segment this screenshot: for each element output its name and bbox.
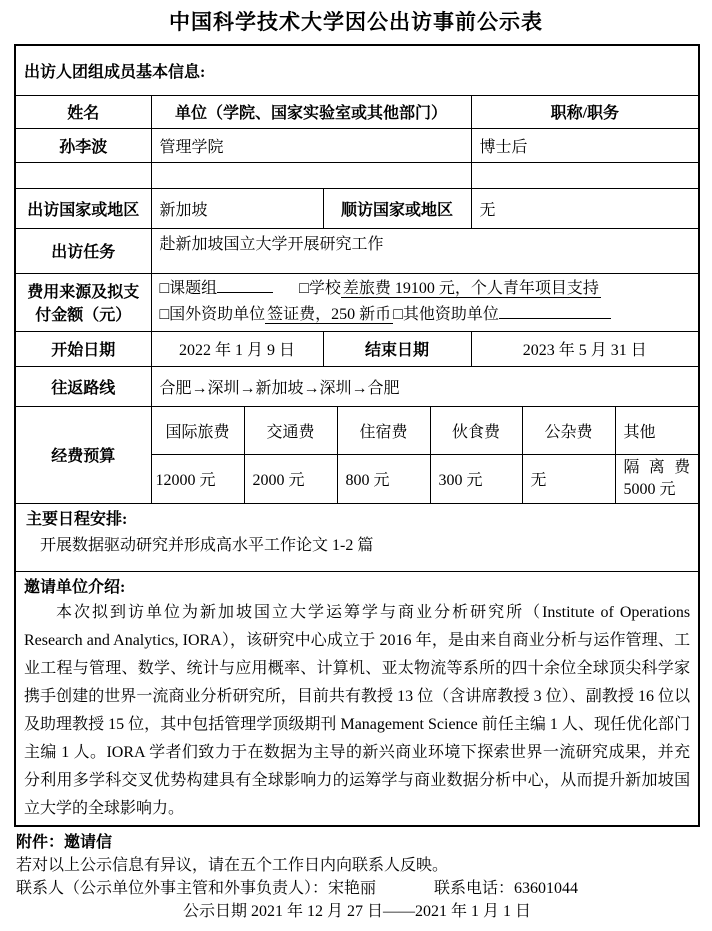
start-date-label: 开始日期	[15, 331, 151, 366]
budget-value-misc: 无	[522, 454, 615, 503]
row-invitation	[15, 571, 699, 826]
budget-value-lodging: 800 元	[337, 454, 430, 503]
funding-line-2	[160, 302, 691, 328]
footer	[14, 831, 698, 923]
funding-line-1	[160, 276, 691, 302]
funding-foreign-value: 签证费，250 新币	[267, 306, 392, 323]
basic-info-header: 出访人团组成员基本信息:	[15, 45, 699, 95]
row-task	[15, 228, 699, 273]
table-row-member-1	[15, 128, 699, 162]
row-member-header	[15, 95, 699, 128]
invitation-paragraph: 本次拟到访单位为新加坡国立大学运筹学与商业分析研究所（Institute of Operations Research and Analytics, IORA），该研究中心成立于 2016 年，是由来自商业分析与运作管理、工业工程与管理、数学、统计与应用概率、计算机、亚太物流等系所的四十余位全球顶尖科学家携手创建的世界一流商业分析研究所，目前共有教授 13 位（含讲席教授 3 位）、副教授 16 位以及助理教授 15 位，其中包括管理学顶级期刊 Management Science 前任主编 1 人、现任优化部门主编 1 人。IORA 学者们致力于在数据为主导的新兴商业环境下探索世界一流研究成果，并充分利用多学科交叉优势构建具有全球影响力的运筹学与商业数据分析中心，从而提升新加坡国立大学的全球影响力。	[24, 603, 691, 817]
funding-school-value: 差旅费 19100 元，个人青年项目支持	[342, 280, 599, 297]
budget-header-misc: 公杂费	[522, 406, 615, 454]
member-title: 博士后	[471, 128, 699, 162]
row-budget-headers	[15, 406, 699, 454]
row-schedule	[15, 503, 699, 571]
form-table	[14, 44, 700, 827]
row-basic-info	[15, 45, 699, 95]
member-title-empty	[471, 162, 699, 188]
col-header-title: 职称/职务	[471, 95, 699, 128]
route-label: 往返路线	[15, 366, 151, 406]
invitation-label: 邀请单位介绍:	[24, 578, 126, 596]
objection-notice: 若对以上公示信息有异议，请在五个工作日内向联系人反映。	[16, 856, 449, 874]
member-unit-empty	[151, 162, 471, 188]
budget-value-transport: 2000 元	[244, 454, 337, 503]
contact-line	[14, 877, 698, 900]
col-header-name: 姓名	[15, 95, 151, 128]
budget-header-meals: 伙食费	[430, 406, 522, 454]
row-route	[15, 366, 699, 406]
route-value: 合肥→深圳→新加坡→深圳→合肥	[151, 366, 699, 406]
via-label: 顺访国家或地区	[323, 188, 471, 228]
budget-header-lodging: 住宿费	[337, 406, 430, 454]
start-date-value: 2022 年 1 月 9 日	[151, 331, 323, 366]
row-destination	[15, 188, 699, 228]
schedule-value: 开展数据驱动研究并形成高水平工作论文 1-2 篇	[40, 536, 374, 554]
budget-value-meals: 300 元	[430, 454, 522, 503]
budget-value-intl-travel: 12000 元	[151, 454, 244, 503]
member-unit: 管理学院	[151, 128, 471, 162]
checkbox-option-foreign: □国外资助单位	[159, 306, 266, 323]
funding-content	[151, 273, 699, 331]
destination-label: 出访国家或地区	[15, 188, 151, 228]
row-funding	[15, 273, 699, 331]
checkbox-option-other: □其他资助单位	[393, 306, 499, 323]
funding-label: 费用来源及拟支付金额（元）	[15, 273, 151, 331]
contact-name: 宋艳丽	[328, 879, 377, 897]
budget-value-other: 隔离费 5000 元	[615, 454, 699, 503]
phone-number: 63601044	[514, 879, 579, 897]
via-value: 无	[471, 188, 699, 228]
budget-header-intl-travel: 国际旅费	[151, 406, 244, 454]
schedule-cell	[15, 503, 699, 571]
destination-value: 新加坡	[151, 188, 323, 228]
budget-header-other: 其他	[615, 406, 699, 454]
budget-label: 经费预算	[15, 406, 151, 503]
contact-label: 联系人（公示单位外事主管和外事负责人）：	[16, 879, 329, 897]
col-header-unit: 单位（学院、国家实验室或其他部门）	[151, 95, 471, 128]
end-date-label: 结束日期	[323, 331, 471, 366]
phone-label: 联系电话：	[434, 879, 515, 897]
blank-underline-group	[217, 277, 273, 293]
table-row-member-2	[15, 162, 699, 188]
budget-header-transport: 交通费	[244, 406, 337, 454]
invitation-cell	[15, 571, 699, 826]
publicity-period: 公示日期 2021 年 12 月 27 日——2021 年 1 月 1 日	[182, 902, 531, 920]
blank-underline-other	[499, 303, 611, 319]
checkbox-option-school: □学校	[299, 280, 341, 297]
row-dates	[15, 331, 699, 366]
member-name: 孙李波	[15, 128, 151, 162]
end-date-value: 2023 年 5 月 31 日	[471, 331, 699, 366]
attachment-line: 附件：邀请信	[16, 833, 113, 851]
schedule-label: 主要日程安排:	[26, 510, 128, 528]
task-value: 赴新加坡国立大学开展研究工作	[151, 228, 699, 273]
task-label: 出访任务	[15, 228, 151, 273]
page-title: 中国科学技术大学因公出访事前公示表	[169, 10, 543, 34]
checkbox-option-group: □课题组	[159, 280, 218, 297]
member-name-empty	[15, 162, 151, 188]
